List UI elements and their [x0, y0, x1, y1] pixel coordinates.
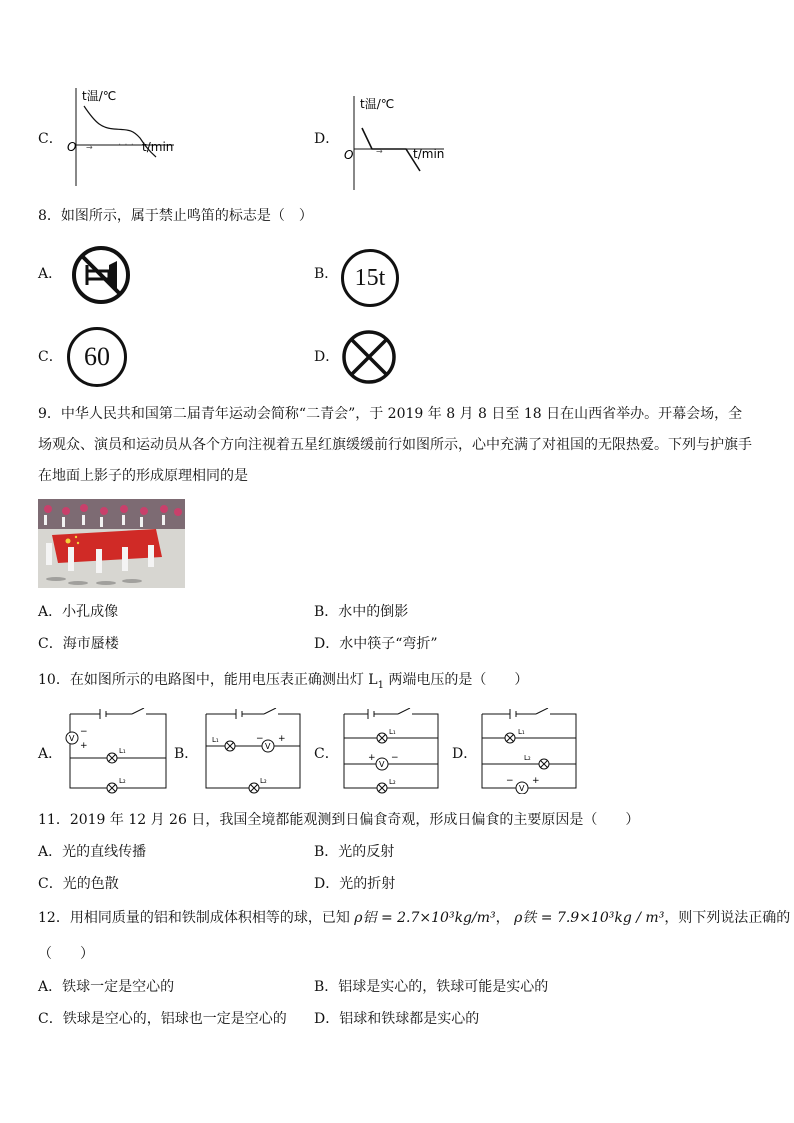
svg-text:· · ·: · · ·	[118, 140, 134, 151]
q12-question: 12．用相同质量的铝和铁制成体积相等的球，已知 ρ铝 = 2.7×10³kg/m³， ρ铁 = 7.9×10³kg / m³，则下列说法正确的	[38, 910, 791, 926]
q12-answer-paren: （ ）	[38, 946, 94, 962]
q11-option-c: C．光的色散	[38, 876, 119, 892]
svg-text:L₁: L₁	[212, 736, 219, 744]
svg-text:−: −	[80, 727, 88, 737]
flag-ceremony-photo	[38, 499, 185, 588]
q10-circuit-b	[200, 708, 306, 794]
weight-limit-text: 15t	[354, 264, 386, 291]
svg-text:L₁: L₁	[119, 747, 126, 755]
q7-d-y-axis-label: t温/℃	[360, 97, 395, 111]
q7-option-c-label: C．	[38, 131, 63, 147]
q10-option-b-label: B．	[174, 746, 199, 762]
q7-graph-c	[62, 84, 180, 190]
q7-option-d-label: D．	[314, 131, 340, 147]
q10-option-d-label: D．	[452, 746, 478, 762]
q8-option-c-label: C．	[38, 349, 63, 365]
q7-c-origin: O	[67, 140, 77, 154]
svg-text:+: +	[80, 741, 88, 751]
q7-d-origin: O	[344, 148, 354, 162]
q12-option-c: C．铁球是空心的，铝球也一定是空心的	[38, 1011, 287, 1027]
rho-aluminum: ρ铝 = 2.7×10³kg/m³	[354, 910, 496, 926]
q10-question: 10．在如图所示的电路图中，能用电压表正确测出灯 $L_1$ 两端电压的是（ ）	[38, 672, 529, 691]
q11-option-a: A．光的直线传播	[38, 844, 147, 860]
svg-text:−: −	[391, 753, 399, 763]
svg-text:L₂: L₂	[389, 778, 396, 786]
q12-option-d: D．铝球和铁球都是实心的	[314, 1011, 480, 1027]
svg-text:V: V	[265, 742, 271, 751]
svg-text:−: −	[506, 776, 514, 786]
q7-c-y-axis-label: t温/℃	[82, 89, 117, 103]
q12-option-a: A．铁球一定是空心的	[38, 979, 175, 995]
q9-option-c: C．海市蜃楼	[38, 636, 119, 652]
no-horn-icon	[70, 244, 132, 306]
rho-iron: ρ铁 = 7.9×10³kg / m³	[514, 910, 665, 926]
q7-c-x-axis-label: t/min	[142, 140, 174, 154]
q9-question: 9．中华人民共和国第二届青年运动会简称“二青会”，于 2019 年 8 月 8 日至 18 日在山西省举办。开幕会场，全场观众、演员和运动员从各个方向注视着五星红旗缓缓前行如图所示，心中充满了对祖国的无限热爱。下列与护旗手在地面上影子的形成原理相同的是	[38, 406, 752, 484]
weight-limit-sign	[341, 249, 399, 307]
q9-option-b: B．水中的倒影	[314, 604, 409, 620]
q10-option-a-label: A．	[38, 746, 63, 762]
q11-question: 11．2019 年 12 月 26 日，我国全境都能观测到日偏食奇观，形成日偏食的主要原因是（ ）	[38, 812, 640, 828]
svg-text:+: +	[532, 776, 540, 786]
speed-limit-text: 60	[84, 342, 110, 371]
svg-text:V: V	[69, 734, 75, 743]
svg-text:V: V	[379, 760, 385, 769]
q10-circuit-a	[64, 708, 172, 794]
q9-option-d: D．水中筷子“弯折”	[314, 636, 438, 652]
q12-option-b: B．铝球是实心的，铁球可能是实心的	[314, 979, 549, 995]
svg-text:L₂: L₂	[119, 777, 126, 785]
q8-option-a-label: A．	[38, 266, 63, 282]
svg-text:+: +	[278, 734, 286, 744]
svg-text:L₁: L₁	[389, 728, 396, 736]
q8-option-d-label: D．	[314, 349, 340, 365]
q8-option-b-label: B．	[314, 266, 339, 282]
svg-text:+: +	[368, 753, 376, 763]
svg-text:−: −	[256, 734, 264, 744]
svg-text:→: →	[376, 147, 383, 156]
q10-circuit-c	[338, 708, 446, 794]
svg-text:→: →	[86, 143, 93, 152]
svg-text:L₂: L₂	[260, 777, 267, 785]
svg-text:V: V	[519, 784, 525, 793]
cross-circle-icon	[340, 328, 398, 386]
q8-question: 8．如图所示，属于禁止鸣笛的标志是（ ）	[38, 208, 313, 224]
svg-text:L₂: L₂	[524, 754, 531, 762]
q10-option-c-label: C．	[314, 746, 339, 762]
q11-option-b: B．光的反射	[314, 844, 395, 860]
q10-circuit-d	[476, 708, 584, 794]
q7-d-x-axis-label: t/min	[413, 147, 445, 161]
q7-graph-d	[340, 92, 452, 192]
speed-limit-sign	[67, 327, 127, 387]
q9-option-a: A．小孔成像	[38, 604, 119, 620]
q11-option-d: D．光的折射	[314, 876, 396, 892]
svg-text:L₁: L₁	[518, 728, 525, 736]
